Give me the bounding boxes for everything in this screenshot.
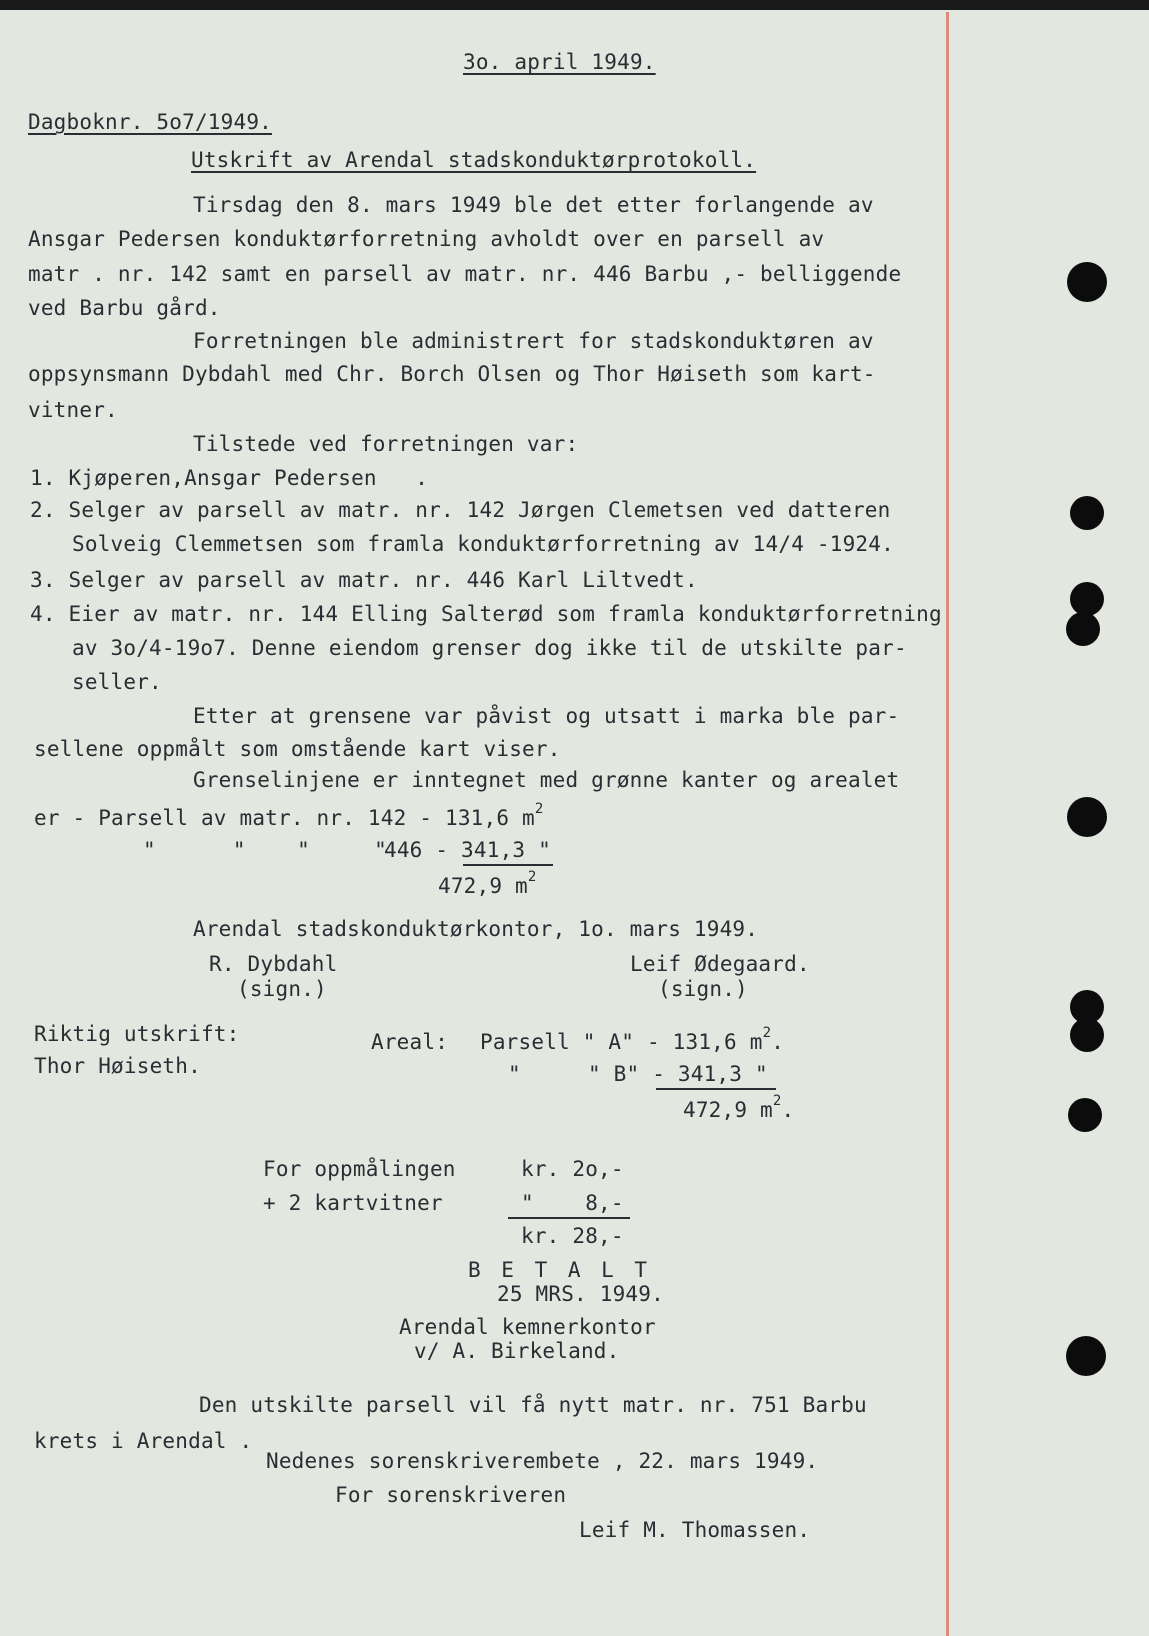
- areal-total-text: 472,9 m: [683, 1098, 773, 1122]
- body-line: oppsynsmann Dybdahl med Chr. Borch Olsen og Thor Høiseth som kart-: [28, 362, 876, 386]
- areal-row-b-ditto: ": [508, 1062, 521, 1086]
- signature-right-sign: (sign.): [658, 977, 748, 1001]
- office-date: Arendal stadskonduktørkontor, 1o. mars 1949.: [193, 917, 759, 941]
- stamp-paid: B E T A L T: [468, 1258, 652, 1282]
- punch-hole-icon: [1070, 496, 1104, 530]
- area-row: [34, 801, 544, 833]
- punch-hole-icon: [1066, 612, 1100, 646]
- punch-hole-icon: [1070, 1018, 1104, 1052]
- closing-line: krets i Arendal .: [34, 1429, 253, 1453]
- superscript: 2: [772, 1093, 782, 1109]
- closing-signature: Leif M. Thomassen.: [579, 1518, 811, 1542]
- areal-total: [683, 1093, 795, 1125]
- closing-line: For sorenskriveren: [335, 1483, 567, 1507]
- areal-total-end: .: [781, 1098, 795, 1122]
- list-item: 2. Selger av parsell av matr. nr. 142 Jørgen Clemetsen ved datteren: [30, 498, 891, 522]
- body-line: Tirsdag den 8. mars 1949 ble det etter forlangende av: [193, 193, 874, 217]
- areal-a-text: Parsell " A" - 131,6 m: [480, 1030, 763, 1054]
- body-line: matr . nr. 142 samt en parsell av matr. nr. 446 Barbu ,- belliggende: [28, 262, 902, 286]
- list-item: seller.: [72, 670, 162, 694]
- stamp-office: Arendal kemnerkontor: [399, 1315, 656, 1339]
- closing-line: Den utskilte parsell vil få nytt matr. nr. 751 Barbu: [199, 1393, 867, 1417]
- copy-signer: Thor Høiseth.: [34, 1054, 201, 1078]
- punch-hole-icon: [1067, 797, 1107, 837]
- sum-rule: [508, 1217, 630, 1219]
- date-header: 3o. april 1949.: [463, 50, 656, 74]
- stamp-signer: v/ A. Birkeland.: [414, 1339, 620, 1363]
- signature-right-name: Leif Ødegaard.: [630, 952, 810, 976]
- body-line: Etter at grensene var påvist og utsatt i marka ble par-: [193, 704, 900, 728]
- punch-hole-icon: [1068, 1098, 1102, 1132]
- signature-left-name: R. Dybdahl: [209, 952, 338, 976]
- areal-a-end: .: [771, 1030, 785, 1054]
- areal-row-a: [480, 1025, 785, 1057]
- list-item: 1. Kjøperen,Ansgar Pedersen .: [30, 466, 429, 490]
- list-item: Solveig Clemmetsen som framla konduktørforretning av 14/4 -1924.: [72, 532, 894, 556]
- body-line: Grenselinjene er inntegnet med grønne kanter og arealet: [193, 768, 900, 792]
- fee-label: For oppmålingen: [263, 1157, 456, 1181]
- body-line: Forretningen ble administrert for stadskonduktøren av: [193, 329, 874, 353]
- fee-value: kr. 2o,-: [521, 1157, 624, 1181]
- sum-rule: [463, 864, 553, 866]
- sum-rule: [656, 1088, 776, 1090]
- punch-hole-icon: [1070, 582, 1104, 616]
- area-total-text: 472,9 m: [438, 874, 528, 898]
- body-line: ved Barbu gård.: [28, 296, 221, 320]
- signature-left-sign: (sign.): [237, 977, 327, 1001]
- punch-hole-icon: [1066, 1336, 1106, 1376]
- body-line: sellene oppmålt som omstående kart viser.: [34, 737, 561, 761]
- area-total: [438, 869, 537, 901]
- area-row-ditto: " " " ": [143, 838, 388, 862]
- area-row-text: er - Parsell av matr. nr. 142 - 131,6 m: [34, 806, 535, 830]
- superscript: 2: [762, 1025, 772, 1041]
- stamp-date: 25 MRS. 1949.: [497, 1282, 664, 1306]
- body-line: Ansgar Pedersen konduktørforretning avholdt over en parsell av: [28, 227, 825, 251]
- document-title: Utskrift av Arendal stadskonduktørprotokoll.: [191, 148, 757, 172]
- closing-line: Nedenes sorenskriverembete , 22. mars 1949.: [266, 1449, 819, 1473]
- superscript: 2: [534, 801, 544, 817]
- area-row-value: 446 - 341,3 ": [384, 838, 551, 862]
- list-item: 4. Eier av matr. nr. 144 Elling Salterød som framla konduktørforretning: [30, 602, 942, 626]
- copy-certification: Riktig utskrift:: [34, 1022, 240, 1046]
- body-line: vitner.: [28, 398, 118, 422]
- fee-total: kr. 28,-: [521, 1224, 624, 1248]
- areal-row-b: " B" - 341,3 ": [588, 1062, 768, 1086]
- fee-value: " 8,-: [521, 1191, 624, 1215]
- superscript: 2: [527, 869, 537, 885]
- areal-label: Areal:: [371, 1030, 449, 1054]
- body-line: Tilstede ved forretningen var:: [193, 432, 579, 456]
- list-item: 3. Selger av parsell av matr. nr. 446 Karl Liltvedt.: [30, 568, 698, 592]
- punch-hole-icon: [1067, 262, 1107, 302]
- fee-label: + 2 kartvitner: [263, 1191, 443, 1215]
- list-item: av 3o/4-19o7. Denne eiendom grenser dog ikke til de utskilte par-: [72, 636, 907, 660]
- margin-rule: [946, 12, 949, 1636]
- journal-number: Dagboknr. 5o7/1949.: [28, 110, 273, 134]
